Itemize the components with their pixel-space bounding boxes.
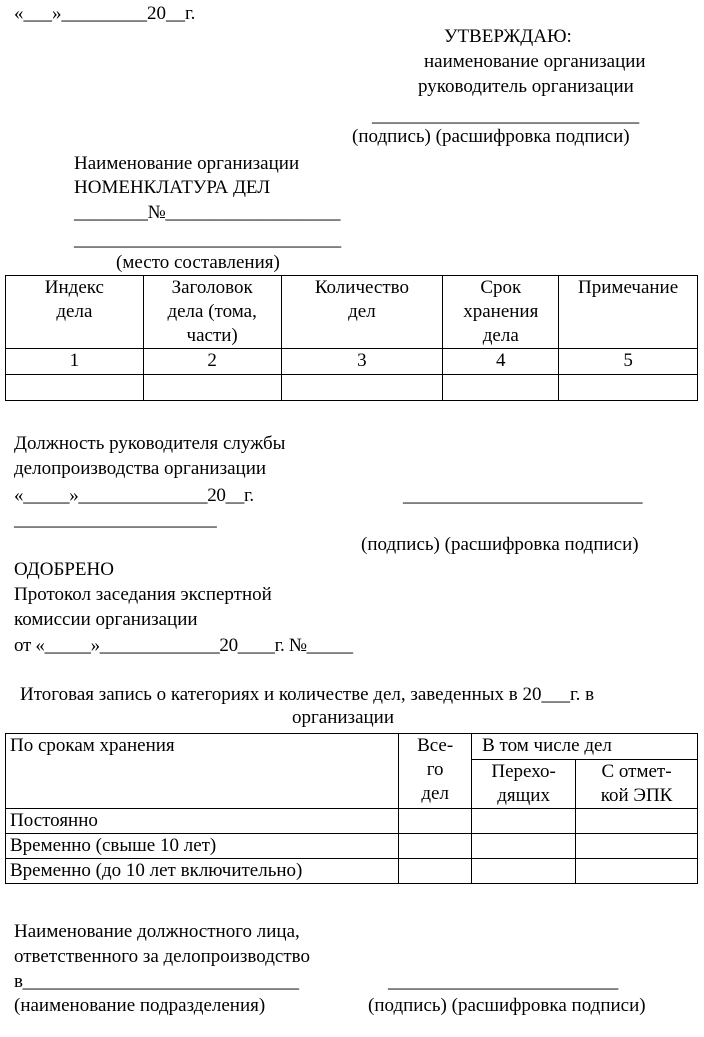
- summary-title-2: организации: [292, 707, 395, 728]
- col-header-transferred: Перехо- дящих: [472, 760, 576, 809]
- place-line: _____________________________: [74, 229, 341, 250]
- approve-sign-caption: (подпись) (расшифровка подписи): [352, 126, 630, 147]
- footer-official-line-2: ответственного за делопроизводство: [14, 946, 310, 967]
- doc-number-line: ________№___________________: [74, 202, 341, 223]
- footer-dept-row: [14, 970, 299, 994]
- approval-date-line: «___»_________20__г.: [14, 3, 196, 24]
- summary-table: [5, 733, 698, 884]
- table-cell: [472, 834, 576, 859]
- col-header-retention: Срок хранения дела: [443, 276, 559, 349]
- table-row: [6, 859, 698, 884]
- footer-prefix: в: [14, 971, 23, 992]
- approve-sign-line: _____________________________: [372, 105, 639, 126]
- approved-protocol-line-1: Протокол заседания экспертной: [14, 584, 272, 605]
- footer-dept-caption: (наименование подразделения): [14, 995, 266, 1016]
- table-cell: [281, 375, 443, 401]
- approve-title: УТВЕРЖДАЮ:: [444, 26, 572, 47]
- col-header-storage: По срокам хранения: [6, 734, 399, 809]
- col-number: 2: [143, 349, 281, 375]
- col-header-count: Количество дел: [281, 276, 443, 349]
- table-cell: [559, 375, 698, 401]
- table-cell: [576, 834, 698, 859]
- table-cell: [472, 859, 576, 884]
- table-cell: [399, 809, 472, 834]
- row-label: Временно (до 10 лет включительно): [6, 859, 399, 884]
- approved-protocol-line-2: комиссии организации: [14, 609, 198, 630]
- summary-title-1: Итоговая запись о категориях и количестве дел, заведенных в 20___г. в: [20, 684, 595, 705]
- nomenclature-table: [5, 275, 698, 401]
- org-name: Наименование организации: [74, 153, 300, 174]
- table-row: [6, 809, 698, 834]
- col-number: 1: [6, 349, 144, 375]
- footer-sign-caption: (подпись) (расшифровка подписи): [368, 995, 646, 1016]
- records-head-sign-caption: (подпись) (расшифровка подписи): [361, 534, 639, 555]
- row-label: Временно (свыше 10 лет): [6, 834, 399, 859]
- col-number: 4: [443, 349, 559, 375]
- col-header-epk: С отмет- кой ЭПК: [576, 760, 698, 809]
- records-head-extra-line: ______________________: [14, 509, 217, 530]
- records-head-sign-line: __________________________: [403, 485, 643, 506]
- approve-head-title: руководитель организации: [418, 76, 634, 97]
- col-number: 5: [559, 349, 698, 375]
- approved-protocol-line-3: от «_____»_____________20____г. №_____: [14, 635, 353, 656]
- doc-title: НОМЕНКЛАТУРА ДЕЛ: [74, 177, 271, 198]
- table-row: [6, 375, 698, 401]
- table-cell: [576, 859, 698, 884]
- col-number: 3: [281, 349, 443, 375]
- col-header-index: Индекс дела: [6, 276, 144, 349]
- footer-sign-line: _________________________: [388, 971, 619, 992]
- table-cell: [443, 375, 559, 401]
- row-label: Постоянно: [6, 809, 399, 834]
- footer-dept-line: ______________________________: [22, 971, 299, 992]
- table-cell: [6, 375, 144, 401]
- col-header-including: В том числе дел: [472, 734, 698, 760]
- records-head-position-1: Должность руководителя службы: [14, 433, 286, 454]
- table-cell: [399, 834, 472, 859]
- col-header-total: Все- го дел: [399, 734, 472, 809]
- col-header-title: Заголовок дела (тома, части): [143, 276, 281, 349]
- col-header-note: Примечание: [559, 276, 698, 349]
- approve-org-name: наименование организации: [424, 51, 646, 72]
- records-head-position-2: делопроизводства организации: [14, 458, 267, 479]
- table-cell: [143, 375, 281, 401]
- footer-official-line-1: Наименование должностного лица,: [14, 921, 300, 942]
- table-row: [6, 834, 698, 859]
- table-cell: [399, 859, 472, 884]
- place-caption: (место составления): [116, 252, 280, 273]
- table-cell: [576, 809, 698, 834]
- approved-title: ОДОБРЕНО: [14, 559, 114, 580]
- records-head-date-line: «_____»______________20__г.: [14, 485, 254, 506]
- table-cell: [472, 809, 576, 834]
